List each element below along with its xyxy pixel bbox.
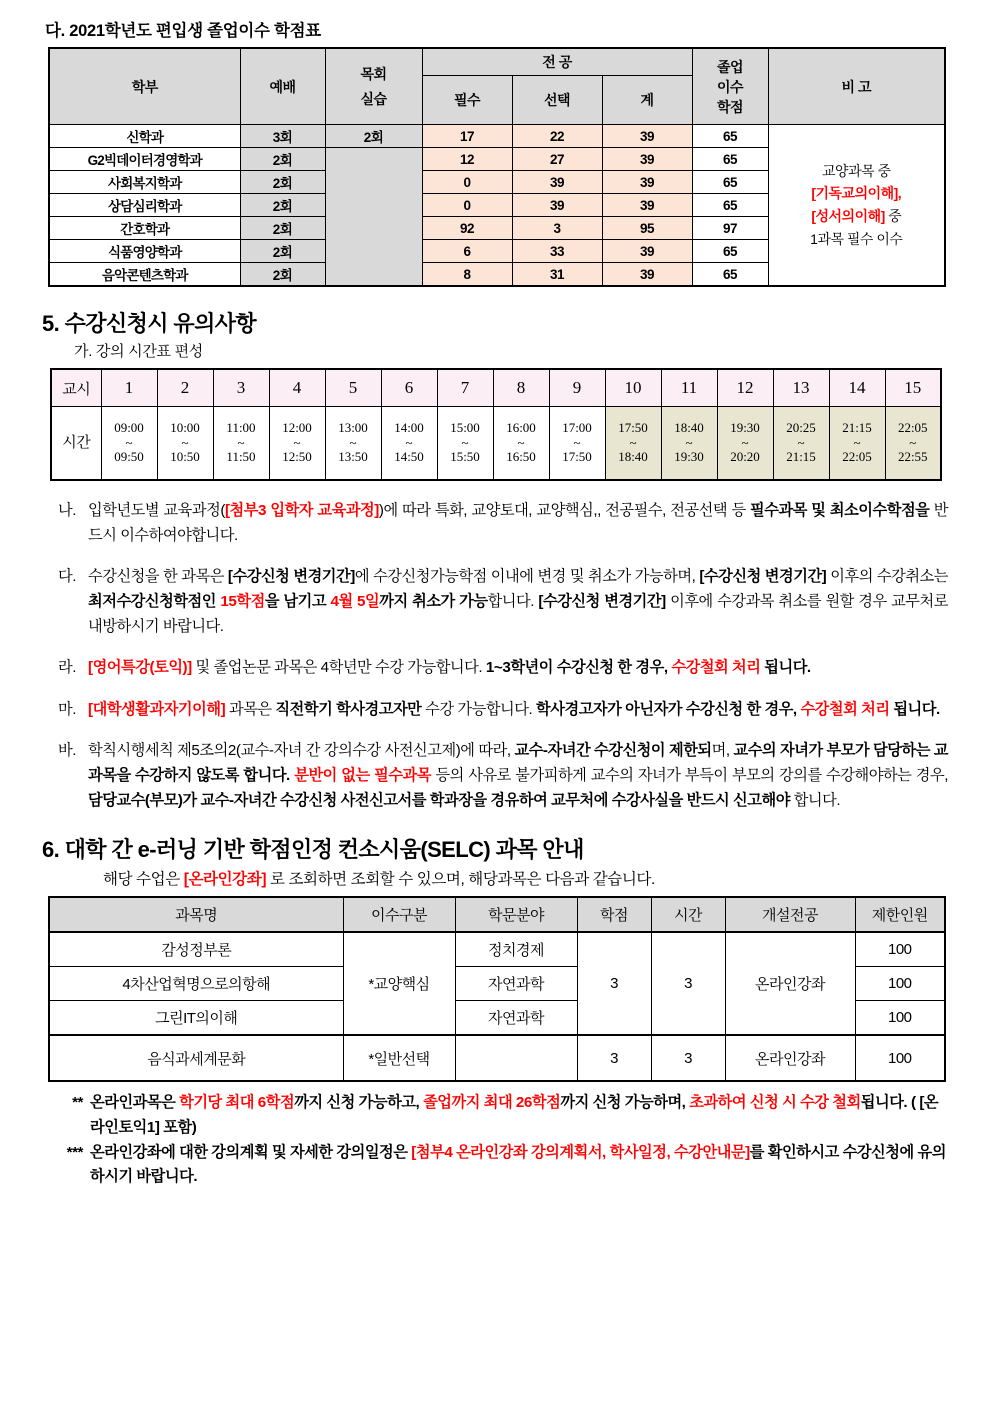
text-run-7: 합니다. xyxy=(789,791,841,809)
time-start: 22:05 xyxy=(897,419,928,435)
time-tilde: ~ xyxy=(685,434,693,450)
cell-ministry-blank xyxy=(325,148,422,287)
notice-item xyxy=(0,698,992,723)
text-run-3: 수강 가능합니다. xyxy=(421,700,537,718)
cell-dept: 신학과 xyxy=(49,125,240,148)
section-6-intro-highlight: [온라인강좌] xyxy=(183,871,267,889)
credit-table-head xyxy=(49,48,945,125)
time-start: 10:00 xyxy=(170,419,200,435)
period-8: 8 xyxy=(493,369,549,407)
section-6-intro-pre: 해당 수업은 xyxy=(103,871,184,889)
col-header-ministry-line1: 목회 xyxy=(360,66,387,82)
cell-field: 자연과학 xyxy=(455,1001,577,1036)
text-run-0: [대학생활과자기이해] xyxy=(88,700,226,718)
text-run-5: 수강철회 처리 xyxy=(800,700,890,718)
cell-offered-major: 온라인강좌 xyxy=(725,932,855,1035)
cell-limit: 100 xyxy=(855,1001,945,1036)
text-run-0: 입학년도별 교육과정( xyxy=(88,502,225,519)
text-run-7: 을 남기고 xyxy=(264,592,331,610)
text-run-0: 학칙시행세칙 제5조의2(교수-자녀 간 강의수강 사전신고제)에 따라, xyxy=(88,742,515,760)
time-start: 12:00 xyxy=(282,419,312,435)
time-tilde: ~ xyxy=(293,434,301,450)
text-run-5: 초과하여 신청 시 수강 철회 xyxy=(689,1094,861,1112)
time-start: 19:30 xyxy=(730,419,760,435)
cell-major-elective: 22 xyxy=(512,125,602,148)
text-run-1: [첨부3 입학자 교육과정] xyxy=(224,502,379,519)
footnote-list xyxy=(0,1091,992,1189)
cell-hours: 3 xyxy=(651,932,725,1035)
text-run-8: 4월 5일 xyxy=(330,592,380,610)
time-slot-1 xyxy=(101,407,157,481)
time-start: 16:00 xyxy=(506,419,536,435)
time-slot-11 xyxy=(661,407,717,481)
period-6: 6 xyxy=(381,369,437,407)
timetable-body xyxy=(51,407,941,481)
notice-text xyxy=(88,499,948,548)
notice-item xyxy=(0,739,992,813)
time-end: 15:50 xyxy=(450,449,480,465)
time-end: 11:50 xyxy=(226,449,256,465)
text-run-0: 수강신청을 한 과목은 xyxy=(88,568,228,586)
timetable-label-time: 시간 xyxy=(51,407,101,481)
time-tilde: ~ xyxy=(853,434,861,450)
time-tilde: ~ xyxy=(573,434,581,450)
text-run-10: 합니다. xyxy=(487,592,539,610)
text-run-5: 등의 사유로 불가피하게 교수의 자녀가 부득이 부모의 강의를 수강해야하는 경우, xyxy=(431,767,948,784)
time-tilde: ~ xyxy=(741,434,749,450)
time-tilde: ~ xyxy=(517,434,525,450)
text-run-2: 를 확인하시고 수강신청에 유의하시기 바랍니다. xyxy=(90,1143,946,1186)
cell-worship: 2회 xyxy=(240,217,325,240)
footnote-marker: *** xyxy=(66,1143,83,1161)
cell-course-name: 4차산업혁명으로의항해 xyxy=(49,967,343,1001)
time-end: 12:50 xyxy=(282,449,312,465)
cell-worship: 2회 xyxy=(240,148,325,171)
notice-item xyxy=(0,565,992,639)
text-run-2: 까지 신청 가능하고, xyxy=(294,1094,424,1112)
cell-major-elective: 39 xyxy=(512,194,602,217)
cell-dept: 상담심리학과 xyxy=(49,194,240,217)
cell-field: 자연과학 xyxy=(455,967,577,1001)
note-line-3 xyxy=(773,205,941,228)
notice-marker: 마. xyxy=(58,700,76,718)
time-end: 19:30 xyxy=(674,449,704,465)
text-run-1: 학기당 최대 6학점 xyxy=(179,1094,295,1112)
text-run-4: 이후의 수강취소는 xyxy=(826,568,948,586)
cell-major-total: 39 xyxy=(602,148,692,171)
timetable-head xyxy=(51,369,941,407)
notice-text xyxy=(88,739,948,813)
col-header-graduation-line3: 학점 xyxy=(717,98,744,115)
col-header-graduation-line2: 이수 xyxy=(717,78,744,95)
time-start: 09:00 xyxy=(114,419,144,435)
footnote-item xyxy=(58,1091,948,1140)
cell-course-name: 감성정부론 xyxy=(49,932,343,967)
cell-major-total: 39 xyxy=(602,194,692,217)
cell-graduation: 65 xyxy=(692,125,768,148)
period-11: 11 xyxy=(661,369,717,407)
text-run-4: 반드시 이수하여야합니다. xyxy=(88,502,948,544)
text-run-3: 교수의 자녀가 부모가 담당하는 교과목을 수강하지 않도록 합니다. xyxy=(88,742,948,784)
time-slot-8 xyxy=(493,407,549,481)
cell-hours: 3 xyxy=(651,1035,725,1081)
notice-text xyxy=(88,656,948,681)
text-run-2: )에 따라 특화, 교양토대, 교양핵심,, 전공필수, 전공선택 등 xyxy=(378,502,751,519)
section-6-intro xyxy=(103,867,992,889)
time-slot-4 xyxy=(269,407,325,481)
note-line-3-post: 중 xyxy=(884,208,902,224)
notice-item xyxy=(0,656,992,681)
cell-graduation: 65 xyxy=(692,171,768,194)
text-run-2: 1~3학년이 수강신청 한 경우, xyxy=(485,659,672,677)
time-tilde: ~ xyxy=(405,434,413,450)
class-timetable xyxy=(50,368,942,481)
cell-worship: 2회 xyxy=(240,194,325,217)
text-run-2: 직전학기 학사경고자만 xyxy=(275,700,422,718)
time-start: 17:00 xyxy=(562,419,592,435)
section-6-title: 6. 대학 간 e-러닝 기반 학점인정 컨소시움(SELC) 과목 안내 xyxy=(42,837,584,863)
credit-header-row-1 xyxy=(49,48,945,76)
time-end: 10:50 xyxy=(170,449,200,465)
time-slot-15 xyxy=(885,407,941,481)
cell-course-name: 그린IT의이해 xyxy=(49,1001,343,1036)
cell-dept: 간호학과 xyxy=(49,217,240,240)
cell-limit: 100 xyxy=(855,967,945,1001)
time-end: 20:20 xyxy=(730,449,760,465)
period-12: 12 xyxy=(717,369,773,407)
cell-field: 정치경제 xyxy=(455,932,577,967)
document-page xyxy=(0,17,992,1420)
text-run-6: 15학점 xyxy=(220,592,265,610)
text-run-2: 에 수강신청가능학점 이내에 변경 및 취소가 가능하며, xyxy=(354,568,700,586)
cell-major-total: 95 xyxy=(602,217,692,240)
col-header-field: 학문분야 xyxy=(455,897,577,932)
text-run-1: 과목은 xyxy=(225,700,276,718)
footnote-item xyxy=(58,1141,948,1190)
section-c-title: 다. 2021학년도 편입생 졸업이수 학점표 xyxy=(45,22,321,40)
time-start: 18:40 xyxy=(674,419,704,435)
timetable-time-row xyxy=(51,407,941,481)
notice-list xyxy=(0,499,992,813)
time-tilde: ~ xyxy=(237,434,245,450)
table-row xyxy=(49,1035,945,1081)
time-slot-2 xyxy=(157,407,213,481)
cell-major-required: 8 xyxy=(422,263,512,287)
col-header-dept: 학부 xyxy=(49,48,240,125)
note-line-1: 교양과목 중 xyxy=(822,162,891,179)
text-run-11: [수강신청 변경기간] xyxy=(538,592,666,610)
time-tilde: ~ xyxy=(909,434,917,450)
time-end: 16:50 xyxy=(506,449,536,465)
col-header-offered-major: 개설전공 xyxy=(725,897,855,932)
text-run-3: 필수과목 및 최소이수학점을 xyxy=(750,502,930,519)
cell-dept: G2빅데이터경영학과 xyxy=(49,148,240,171)
time-tilde: ~ xyxy=(181,434,189,450)
period-3: 3 xyxy=(213,369,269,407)
cell-credit: 3 xyxy=(577,1035,651,1081)
time-slot-3 xyxy=(213,407,269,481)
cell-major-required: 92 xyxy=(422,217,512,240)
text-run-1: [첨부4 온라인강좌 강의계획서, 학사일정, 수강안내문] xyxy=(411,1143,750,1161)
time-tilde: ~ xyxy=(629,434,637,450)
cell-major-total: 39 xyxy=(602,263,692,287)
cell-note xyxy=(768,125,945,287)
col-header-limit: 제한인원 xyxy=(855,897,945,932)
cell-dept: 사회복지학과 xyxy=(49,171,240,194)
col-header-major-required: 필수 xyxy=(422,76,512,125)
time-end: 14:50 xyxy=(394,449,424,465)
time-start: 20:25 xyxy=(786,419,816,435)
text-run-6: 됩니다. ( [온라인토익1] 포함) xyxy=(90,1094,939,1136)
time-tilde: ~ xyxy=(125,434,133,450)
note-line-4: 1과목 필수 이수 xyxy=(810,230,903,247)
note-line-2: [기독교의이해], xyxy=(811,185,902,202)
text-run-1: [수강신청 변경기간] xyxy=(227,568,355,586)
notice-text xyxy=(88,565,948,639)
notice-marker: 라. xyxy=(58,659,76,677)
time-tilde: ~ xyxy=(797,434,805,450)
cell-major-required: 17 xyxy=(422,125,512,148)
time-start: 14:00 xyxy=(394,419,424,435)
timetable-wrapper xyxy=(50,368,992,481)
cell-dept: 식품영양학과 xyxy=(49,240,240,263)
col-header-ministry xyxy=(325,48,422,125)
cell-graduation: 97 xyxy=(692,217,768,240)
notice-marker: 다. xyxy=(58,568,76,586)
cell-course-type: *교양핵심 xyxy=(343,932,455,1035)
time-slot-5 xyxy=(325,407,381,481)
time-start: 17:50 xyxy=(618,419,648,435)
timetable-label-period: 교시 xyxy=(51,369,101,407)
cell-major-required: 12 xyxy=(422,148,512,171)
graduation-credit-table xyxy=(48,47,946,287)
col-header-graduation xyxy=(692,48,768,125)
notice-marker: 바. xyxy=(58,742,76,760)
cell-course-name: 음식과세계문화 xyxy=(49,1035,343,1081)
period-7: 7 xyxy=(437,369,493,407)
text-run-1: 교수-자녀간 수강신청이 제한되 xyxy=(514,742,712,760)
time-start: 11:00 xyxy=(226,419,256,435)
time-slot-14 xyxy=(829,407,885,481)
cell-graduation: 65 xyxy=(692,194,768,217)
col-header-course-name: 과목명 xyxy=(49,897,343,932)
col-header-credit: 학점 xyxy=(577,897,651,932)
col-header-worship: 예배 xyxy=(240,48,325,125)
credit-table-wrapper xyxy=(48,47,992,287)
text-run-2: 며, xyxy=(711,742,734,760)
period-15: 15 xyxy=(885,369,941,407)
cell-major-total: 39 xyxy=(602,171,692,194)
text-run-5: 최저수강신청학점인 xyxy=(88,592,221,610)
time-end: 22:55 xyxy=(897,449,928,465)
time-start: 15:00 xyxy=(450,419,480,435)
cell-offered-major: 온라인강좌 xyxy=(725,1035,855,1081)
time-end: 13:50 xyxy=(338,449,368,465)
time-start: 21:15 xyxy=(842,419,872,435)
selc-table-head xyxy=(49,897,945,932)
text-run-3: 수강철회 처리 xyxy=(671,659,761,677)
section-5-title: 5. 수강신청시 유의사항 xyxy=(42,311,257,336)
cell-ministry: 2회 xyxy=(325,125,422,148)
text-run-4: 학사경고자가 아닌자가 수강신청 한 경우, xyxy=(536,700,801,718)
col-header-note: 비 고 xyxy=(768,48,945,125)
cell-worship: 2회 xyxy=(240,171,325,194)
cell-major-total: 39 xyxy=(602,240,692,263)
period-2: 2 xyxy=(157,369,213,407)
time-start: 13:00 xyxy=(338,419,368,435)
time-slot-7 xyxy=(437,407,493,481)
col-header-graduation-line1: 졸업 xyxy=(717,58,744,75)
col-header-major-group: 전 공 xyxy=(422,48,692,76)
time-end: 18:40 xyxy=(618,449,648,465)
text-run-4: 분반이 없는 필수과목 xyxy=(294,767,431,784)
cell-major-elective: 27 xyxy=(512,148,602,171)
cell-limit: 100 xyxy=(855,1035,945,1081)
col-header-major-total: 계 xyxy=(602,76,692,125)
table-row xyxy=(49,932,945,967)
cell-major-total: 39 xyxy=(602,125,692,148)
notice-item xyxy=(0,499,992,548)
period-4: 4 xyxy=(269,369,325,407)
col-header-hours: 시간 xyxy=(651,897,725,932)
col-header-major-elective: 선택 xyxy=(512,76,602,125)
cell-major-required: 0 xyxy=(422,194,512,217)
cell-field xyxy=(455,1035,577,1081)
text-run-6: 담당교수(부모)가 교수-자녀간 수강신청 사전신고서를 학과장을 경유하여 교무처에 수강사실을 반드시 신고해야 xyxy=(88,791,790,809)
footnote-marker: ** xyxy=(72,1094,83,1112)
time-end: 09:50 xyxy=(114,449,144,465)
cell-major-elective: 39 xyxy=(512,171,602,194)
cell-worship: 2회 xyxy=(240,240,325,263)
time-tilde: ~ xyxy=(349,434,357,450)
period-9: 9 xyxy=(549,369,605,407)
text-run-0: 온라인강좌에 대한 강의계획 및 자세한 강의일정은 xyxy=(90,1143,412,1161)
time-end: 17:50 xyxy=(562,449,592,465)
time-slot-13 xyxy=(773,407,829,481)
section-6-intro-post: 로 조회하면 조회할 수 있으며, 해당과목은 다음과 같습니다. xyxy=(266,871,655,889)
text-run-4: 까지 신청 가능하며, xyxy=(560,1094,690,1112)
note-line-3-red: [성서의이해] xyxy=(811,208,885,224)
selc-header-row xyxy=(49,897,945,932)
timetable-period-row xyxy=(51,369,941,407)
cell-major-required: 6 xyxy=(422,240,512,263)
time-slot-6 xyxy=(381,407,437,481)
text-run-9: 까지 취소가 가능 xyxy=(379,592,488,610)
cell-course-type: *일반선택 xyxy=(343,1035,455,1081)
credit-table-body xyxy=(49,125,945,287)
selc-table-wrapper xyxy=(48,896,992,1082)
footnote-text xyxy=(90,1141,948,1190)
text-run-12: 이후에 수강과목 취소를 원할 경우 교무처로 내방하시기 바랍니다. xyxy=(88,592,948,635)
time-slot-9 xyxy=(549,407,605,481)
text-run-1: 및 졸업논문 과목은 4학년만 수강 가능합니다. xyxy=(191,659,486,677)
text-run-3: [수강신청 변경기간] xyxy=(699,568,827,586)
selc-course-table xyxy=(48,896,946,1082)
cell-worship: 3회 xyxy=(240,125,325,148)
time-slot-12 xyxy=(717,407,773,481)
col-header-ministry-line2: 실습 xyxy=(360,90,387,107)
cell-dept: 음악콘텐츠학과 xyxy=(49,263,240,287)
text-run-6: 됩니다. xyxy=(889,700,940,718)
cell-credit: 3 xyxy=(577,932,651,1035)
time-end: 22:05 xyxy=(842,449,872,465)
period-1: 1 xyxy=(101,369,157,407)
notice-marker: 나. xyxy=(58,502,76,519)
col-header-course-type: 이수구분 xyxy=(343,897,455,932)
time-slot-10 xyxy=(605,407,661,481)
table-row xyxy=(49,125,945,148)
cell-graduation: 65 xyxy=(692,263,768,287)
cell-limit: 100 xyxy=(855,932,945,967)
text-run-0: 온라인과목은 xyxy=(90,1094,180,1112)
text-run-4: 됩니다. xyxy=(760,659,811,677)
selc-table-body xyxy=(49,932,945,1081)
cell-major-elective: 33 xyxy=(512,240,602,263)
period-10: 10 xyxy=(605,369,661,407)
cell-worship: 2회 xyxy=(240,263,325,287)
text-run-3: 졸업까지 최대 26학점 xyxy=(423,1094,561,1112)
footnote-text xyxy=(90,1091,948,1140)
period-14: 14 xyxy=(829,369,885,407)
cell-graduation: 65 xyxy=(692,148,768,171)
cell-graduation: 65 xyxy=(692,240,768,263)
cell-major-elective: 31 xyxy=(512,263,602,287)
time-end: 21:15 xyxy=(786,449,816,465)
period-5: 5 xyxy=(325,369,381,407)
text-run-0: [영어특강(토익)] xyxy=(88,659,192,677)
notice-text xyxy=(88,698,948,723)
time-tilde: ~ xyxy=(461,434,469,450)
cell-major-elective: 3 xyxy=(512,217,602,240)
period-13: 13 xyxy=(773,369,829,407)
section-5-subtitle: 가. 강의 시간표 편성 xyxy=(74,343,203,360)
cell-major-required: 0 xyxy=(422,171,512,194)
